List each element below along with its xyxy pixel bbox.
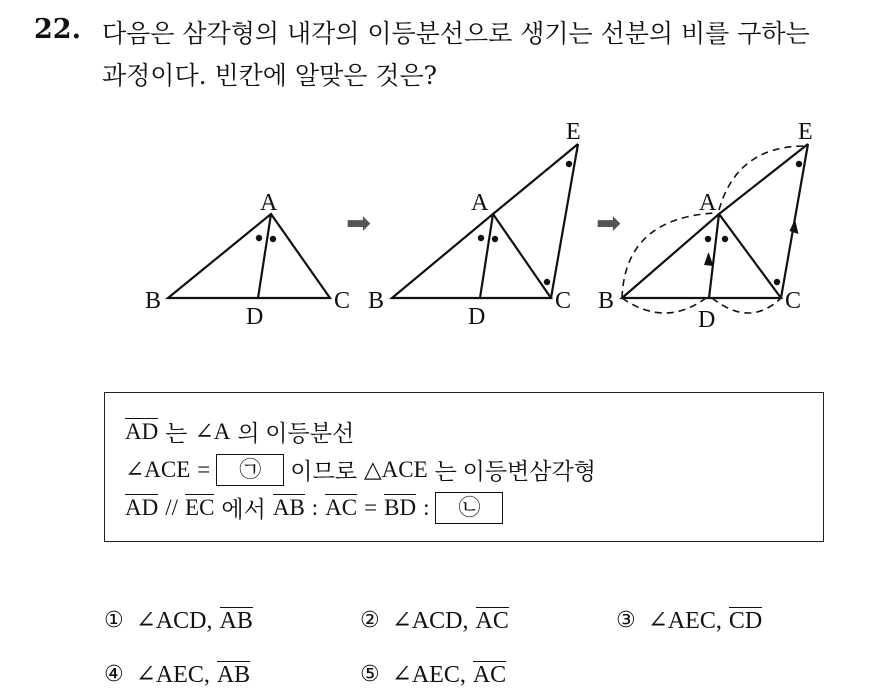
bisector-ad-2	[480, 214, 493, 298]
triangle-abc-3	[622, 214, 781, 298]
choice-segment: AC	[475, 607, 509, 634]
choice-angle: ∠ACD,	[135, 608, 213, 634]
choice-number: ⑤	[360, 662, 380, 687]
choice-segment: CD	[728, 607, 763, 634]
text: 는 이등변삼각형	[434, 459, 596, 484]
figure-step-2	[368, 119, 581, 330]
bisector-ad-1	[258, 214, 271, 298]
choice-number: ②	[360, 608, 380, 633]
proof-line-3	[125, 491, 509, 524]
label-d-3: D	[698, 307, 716, 333]
label-c-1: C	[334, 288, 351, 314]
choice-3[interactable]	[616, 606, 762, 635]
question-text-line-1: 다음은 삼각형의 내각의 이등분선으로 생기는 선분의 비를 구하는	[102, 19, 810, 48]
blank-2: ㉡	[435, 492, 503, 524]
choice-segment: AB	[219, 607, 253, 634]
label-c-3: C	[785, 288, 802, 314]
colon: :	[423, 494, 430, 520]
label-b-1: B	[145, 288, 162, 314]
angle-ace: ∠ACE	[125, 456, 191, 482]
label-e-3: E	[798, 119, 813, 145]
parallel-arrow-icon	[790, 219, 799, 234]
angle-mark-dot	[256, 235, 262, 241]
blank-1: ㉠	[216, 454, 284, 486]
label-d-1: D	[246, 304, 264, 330]
text: 이므로	[290, 459, 357, 484]
dashed-arc-dc	[712, 298, 781, 313]
text: 는	[165, 421, 188, 446]
choice-1[interactable]	[104, 606, 253, 635]
bisector-ad-3	[709, 214, 719, 298]
label-e-2: E	[566, 119, 581, 145]
label-d-2: D	[468, 304, 486, 330]
choice-segment: AB	[216, 661, 251, 688]
choice-5[interactable]	[360, 660, 506, 689]
angle-mark-dot	[774, 279, 780, 285]
triangle-abc-2	[392, 214, 551, 298]
figure-step-3	[598, 119, 813, 333]
segment-ad: AD	[125, 419, 159, 445]
label-b-2: B	[368, 288, 385, 314]
angle-a: ∠A	[194, 418, 231, 444]
label-b-3: B	[598, 288, 615, 314]
choice-number: ③	[616, 608, 636, 633]
triangle-figure	[0, 100, 884, 340]
segment-ec: EC	[185, 495, 215, 521]
triangle-ace: △ACE	[363, 456, 428, 482]
question-text-line-2: 과정이다. 빈칸에 알맞은 것은?	[102, 61, 437, 90]
triangle-abc-1	[168, 214, 330, 298]
colon: :	[311, 494, 319, 520]
choice-4[interactable]	[104, 660, 250, 689]
text: 에서	[221, 497, 266, 522]
angle-mark-dot	[544, 279, 550, 285]
choice-angle: ∠ACD,	[391, 608, 469, 634]
segment-bd: BD	[384, 495, 417, 521]
choice-angle: ∠AEC,	[647, 608, 722, 634]
line-ae-2	[493, 144, 578, 214]
arrow-icon: ➡	[596, 206, 622, 241]
arrow-icon: ➡	[346, 206, 372, 241]
proof-line-2	[125, 453, 596, 486]
figure-step-1	[145, 190, 350, 330]
equals-sign: =	[197, 456, 211, 482]
question-number: 22.	[34, 14, 81, 45]
angle-mark-dot	[478, 235, 484, 241]
angle-mark-dot	[705, 236, 711, 242]
choice-number: ①	[104, 608, 124, 633]
label-a-1: A	[260, 190, 278, 216]
segment-ac: AC	[325, 495, 358, 521]
label-a-3: A	[699, 190, 717, 216]
segment-ab: AB	[272, 495, 305, 521]
choice-angle: ∠AEC,	[391, 662, 466, 688]
equals-sign: =	[364, 494, 378, 520]
choice-number: ④	[104, 662, 124, 687]
angle-mark-dot	[796, 161, 802, 167]
choice-segment: AC	[472, 661, 507, 688]
proof-line-1	[125, 415, 354, 448]
parallel-sign: //	[165, 494, 179, 520]
choice-2[interactable]	[360, 606, 509, 635]
label-c-2: C	[555, 288, 572, 314]
segment-ad: AD	[125, 495, 159, 521]
label-a-2: A	[471, 190, 489, 216]
text: 의 이등분선	[237, 421, 355, 446]
line-ce-2	[551, 144, 578, 298]
angle-mark-dot	[492, 236, 498, 242]
angle-mark-dot	[270, 236, 276, 242]
choice-angle: ∠AEC,	[135, 662, 210, 688]
angle-mark-dot	[566, 161, 572, 167]
parallel-arrow-icon	[704, 252, 714, 266]
angle-mark-dot	[722, 236, 728, 242]
proof-box	[104, 392, 824, 542]
dashed-arc-bd	[622, 298, 706, 313]
